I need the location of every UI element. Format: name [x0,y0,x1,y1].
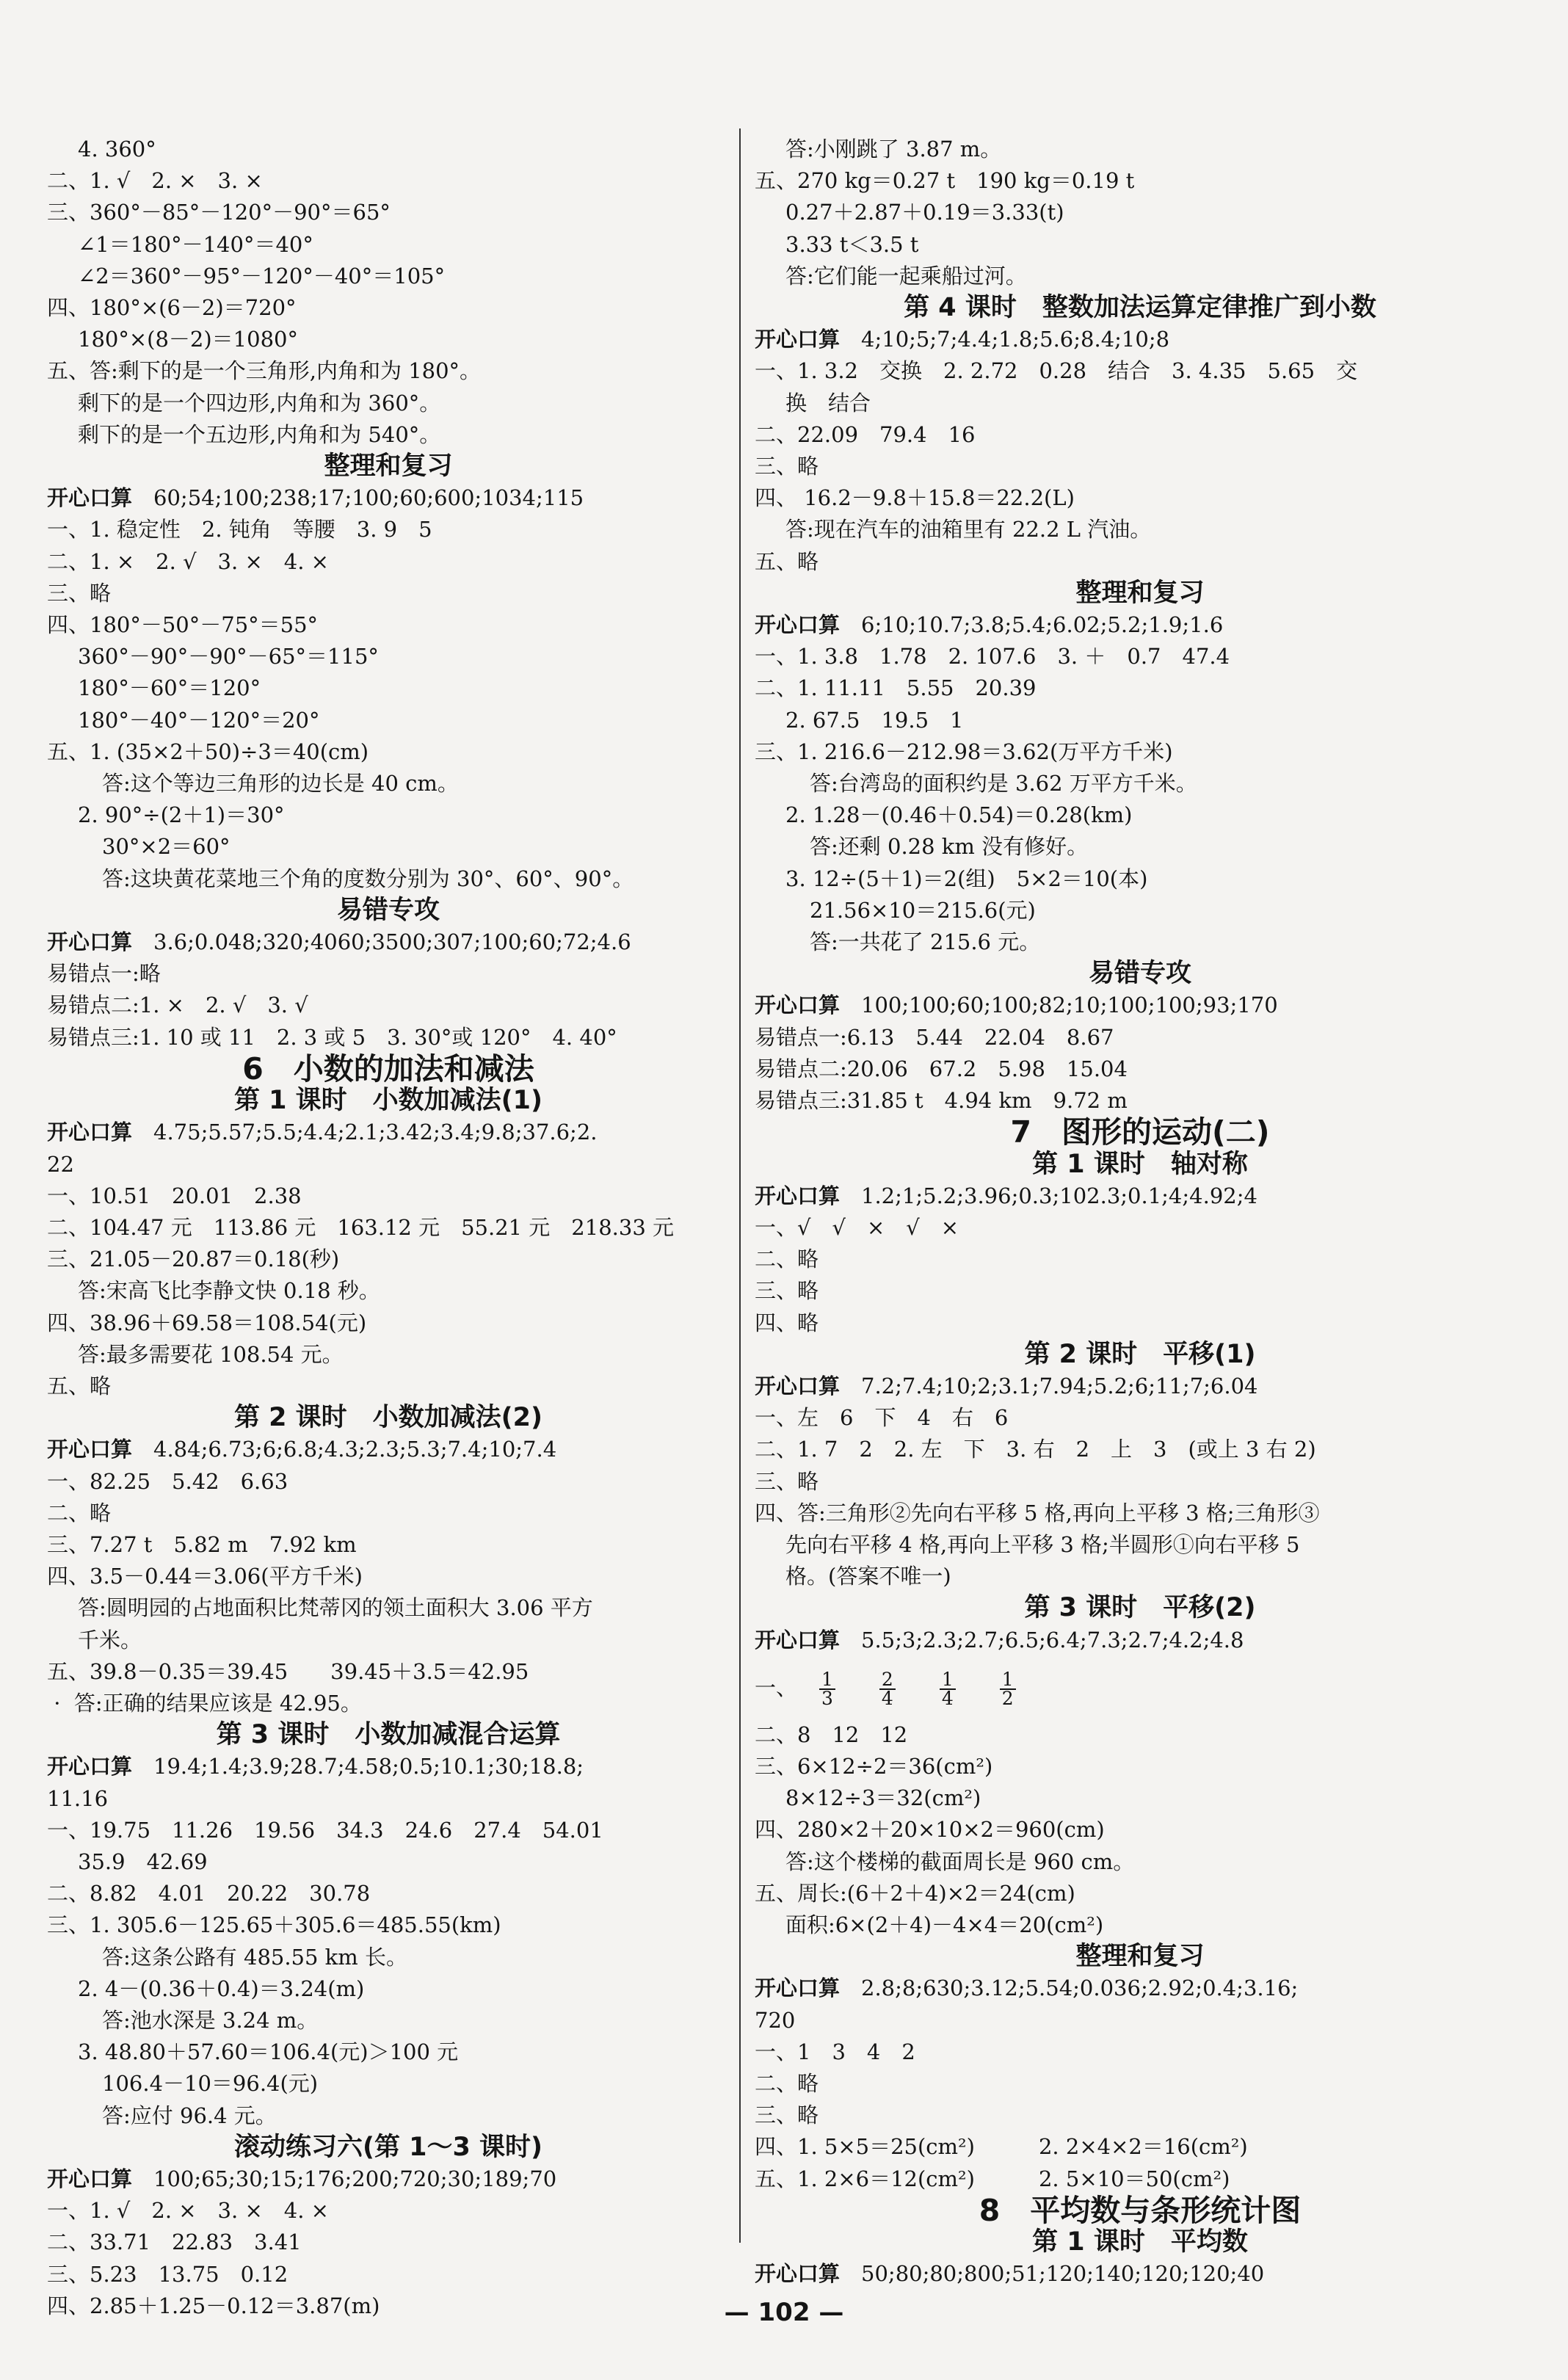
answer-line [47,1466,730,1498]
answer-text: 60;54;100;238;17;100;60;600;1034;115 [132,485,584,511]
fraction-denominator: 4 [881,1687,893,1709]
section-heading: 第 4 课时 整数加法运算定律推广到小数 [904,293,1376,323]
answer-line [47,1625,730,1656]
answer-text: 二、22.09 79.4 16 [755,421,976,447]
answer-text: 四、1. 5×5＝25(cm²) 2. 2×4×2＝16(cm²) [755,2134,1248,2160]
answer-text: 180°×(8－2)＝1080° [78,327,298,352]
chapter-heading: 6 小数的加法和减法 [242,1051,534,1086]
answer-text: 面积:6×(2＋4)－4×4＝20(cm²) [785,1912,1104,1937]
answer-line [47,324,730,355]
answer-text: 四、38.96＋69.58＝108.54(元) [47,1310,367,1335]
answer-text: 五、39.8－0.35＝39.45 39.45＋3.5＝42.95 [47,1658,529,1684]
answer-line [755,451,1525,482]
answer-text: 二、33.71 22.83 3.41 [47,2230,302,2255]
answer-line [755,1085,1525,1117]
page-number: — 102 — [724,2298,844,2327]
answer-line [755,324,1525,355]
mental-math-label: 开心口算 [755,1183,841,1208]
answer-text: 三、6×12÷2＝36(cm²) [755,1753,993,1779]
answer-line [755,672,1525,704]
answer-text: 1.2;1;5.2;3.96;0.3;102.3;0.1;4;4.92;4 [840,1183,1257,1208]
fraction-numerator: 1 [940,1671,956,1690]
answer-text: 答:这条公路有 485.55 km 长。 [102,1944,407,1970]
answer-line [47,1561,730,1592]
answer-text: 11.16 [47,1785,109,1811]
answer-line [47,2100,730,2132]
answer-line [47,1434,730,1465]
answer-text: 0.27＋2.87＋0.19＝3.33(t) [785,200,1064,225]
answer-text: 一、1. 3.8 1.78 2. 107.6 3. ＋ 0.7 47.4 [755,644,1230,670]
answer-line [47,229,730,261]
answer-text: 答:这块黄花菜地三个角的度数分别为 30°、60°、90°。 [102,866,634,891]
mental-math-label: 开心口算 [755,1627,841,1652]
answer-text: 易错点三:1. 10 或 11 2. 3 或 5 3. 30°或 120° 4. 40° [47,1024,617,1050]
mental-math-label: 开心口算 [47,485,133,511]
answer-text: 四、280×2＋20×10×2＝960(cm) [755,1817,1105,1843]
answer-line [47,958,730,990]
answer-line [47,1751,730,1782]
answer-line [47,609,730,641]
answer-line [755,641,1525,672]
answer-line [755,355,1525,387]
answer-text: 4.84;6.73;6;6.8;4.3;2.3;5.3;7.4;10;7.4 [132,1437,557,1462]
answer-text: 100;100;60;100;82;10;100;100;93;170 [840,993,1278,1018]
answer-line [755,1625,1525,1656]
answer-line [755,1307,1525,1339]
answer-line [47,261,730,292]
answer-text: 四、3.5－0.44＝3.06(平方千米) [47,1564,363,1589]
answer-text: 三、5.23 13.75 0.12 [47,2261,288,2287]
answer-text: 五、1. 2×6＝12(cm²) 2. 5×10＝50(cm²) [755,2166,1230,2191]
mental-math-label: 开心口算 [755,1976,841,2001]
answer-line [755,1275,1525,1307]
answer-line [755,1180,1525,1212]
answer-text: 3. 12÷(5＋1)＝2(组) 5×2＝10(本) [785,866,1148,891]
answer-line [47,2036,730,2068]
answer-text: 180°－60°＝120° [78,675,261,701]
answer-line [47,134,730,165]
answer-text: 四、 16.2－9.8＋15.8＝22.2(L) [755,485,1075,511]
answer-text: · 答:正确的结果应该是 42.95。 [47,1690,362,1716]
answer-text: 剩下的是一个四边形,内角和为 360°。 [78,390,441,416]
answer-text: 一、19.75 11.26 19.56 34.3 24.6 27.4 54.01 [47,1817,603,1843]
answer-text: 答:台湾岛的面积约是 3.62 万平方千米。 [810,771,1197,797]
answer-line [47,1022,730,1053]
answer-text: 答:现在汽车的油箱里有 22.2 L 汽油。 [785,517,1152,543]
answer-text: 4.75;5.57;5.5;4.4;2.1;3.42;3.4;9.8;37.6;2. [132,1120,598,1145]
mental-math-label: 开心口算 [755,993,841,1018]
fraction-numerator: 1 [1000,1671,1016,1690]
answer-line [47,419,730,451]
answer-line [47,1878,730,1909]
answer-text: 答:圆明园的占地面积比梵蒂冈的领土面积大 3.06 平方 [78,1595,593,1621]
answer-text: 180°－40°－120°＝20° [78,707,320,733]
section-heading: 第 3 课时 平移(2) [1024,1593,1256,1623]
fraction [819,1668,835,1709]
answer-text: 360°－90°－90°－65°＝115° [78,644,379,670]
answer-line [47,1180,730,1212]
answer-line [47,768,730,799]
answer-line [47,1149,730,1180]
mental-math-label: 开心口算 [755,2261,841,2287]
answer-line [47,546,730,578]
answer-line [755,895,1525,926]
chapter-heading: 7 图形的运动(二) [1010,1114,1270,1150]
answer-text: 五、略 [47,1373,112,1398]
answer-text: 2. 67.5 19.5 1 [785,707,964,733]
answer-line [755,768,1525,799]
answer-text: 4. 360° [78,137,156,162]
answer-line [755,1782,1525,1814]
section-heading: 第 1 课时 平均数 [1032,2227,1248,2257]
answer-line [755,990,1525,1021]
section-heading: 整理和复习 [1075,578,1205,608]
answer-line [755,609,1525,641]
answer-line [755,1751,1525,1782]
answer-text: 4;10;5;7;4.4;1.8;5.6;8.4;10;8 [840,327,1170,352]
answer-line [755,831,1525,863]
answer-text: 四、180°×(6－2)＝720° [47,295,297,321]
answer-text: 五、周长:(6＋2＋4)×2＝24(cm) [755,1880,1075,1906]
answer-text: 三、略 [755,2103,819,2128]
answer-line [755,1434,1525,1465]
answer-line [47,1275,730,1307]
section-heading: 第 1 课时 轴对称 [1032,1149,1248,1179]
answer-text: 二、1. 7 2 2. 左 下 3. 右 2 上 3 (或上 3 右 2) [755,1437,1316,1462]
answer-line [755,799,1525,831]
mental-math-label: 开心口算 [47,1120,133,1145]
section-heading: 第 3 课时 小数加减混合运算 [216,1720,561,1750]
answer-text: 答:池水深是 3.24 m。 [102,2007,319,2033]
fraction [879,1668,896,1709]
answer-line [47,799,730,831]
answer-line [755,926,1525,958]
answer-text: 二、1. √ 2. × 3. × [47,168,263,194]
answer-text: 答:它们能一起乘船过河。 [785,263,1027,289]
answer-text: 三、21.05－20.87＝0.18(秒) [47,1247,340,1272]
answer-line [47,482,730,514]
answer-text: 二、略 [47,1500,112,1525]
answer-line [47,831,730,863]
left-column [47,134,730,2322]
right-column [755,134,1525,2290]
answer-line [47,292,730,324]
fraction [1000,1668,1016,1709]
answer-line [47,578,730,609]
answer-line [755,197,1525,228]
answer-text: 2.8;8;630;3.12;5.54;0.036;2.92;0.4;3.16; [840,1976,1299,2001]
answer-line [47,736,730,768]
answer-text: 易错点二:1. × 2. √ 3. √ [47,993,308,1018]
answer-line [47,2005,730,2036]
answer-line [47,197,730,228]
answer-text: 三、1. 216.6－212.98＝3.62(万平方千米) [755,739,1173,764]
answer-text: 三、7.27 t 5.82 m 7.92 km [47,1531,357,1557]
answer-line [755,2100,1525,2131]
answer-text: 千米。 [78,1627,142,1652]
answer-line [47,388,730,419]
mental-math-label: 开心口算 [755,1373,841,1398]
answer-text: 二、8.82 4.01 20.22 30.78 [47,1881,371,1906]
answer-line [47,863,730,895]
answer-line [47,1942,730,1973]
column-divider [739,128,741,2243]
section-heading: 第 2 课时 小数加减法(2) [233,1403,543,1433]
answer-text: 四、答:三角形②先向右平移 5 格,再向上平移 3 格;三角形③ [755,1500,1320,1525]
answer-line [47,1371,730,1402]
answer-line [47,926,730,958]
answer-text: 5.5;3;2.3;2.7;6.5;6.4;7.3;2.7;4.2;4.8 [840,1627,1244,1652]
answer-line [755,2163,1525,2195]
answer-line [47,1244,730,1275]
answer-line [755,1814,1525,1846]
answer-line [755,482,1525,514]
answer-text: 22 [47,1151,74,1177]
answer-line [755,261,1525,292]
answer-text: 3. 48.80＋57.60＝106.4(元)＞100 元 [78,2039,459,2065]
answer-text: 答:一共花了 215.6 元。 [810,929,1041,955]
answer-line [47,2068,730,2100]
answer-text: 一、√ √ × √ × [755,1214,959,1240]
answer-text: 五、270 kg＝0.27 t 190 kg＝0.19 t [755,168,1135,194]
answer-line [755,2131,1525,2163]
answer-text: 2. 4－(0.36＋0.4)＝3.24(m) [78,1976,365,2001]
fraction-numerator: 1 [819,1671,835,1690]
answer-line [47,2227,730,2258]
answer-line [47,1307,730,1339]
answer-line [47,1688,730,1719]
answer-line [47,672,730,704]
answer-line [755,1244,1525,1275]
answer-text: 30°×2＝60° [102,834,231,860]
answer-line [755,1466,1525,1498]
answer-text: 答:还剩 0.28 km 没有修好。 [810,834,1089,860]
answer-line [47,990,730,1021]
answer-text: 7.2;7.4;10;2;3.1;7.94;5.2;6;11;7;6.04 [840,1373,1258,1398]
answer-text: 一、82.25 5.42 6.63 [47,1468,288,1494]
mental-math-label: 开心口算 [47,1437,133,1462]
answer-line [47,705,730,736]
answer-line [47,1815,730,1846]
answer-text: 8×12÷3＝32(cm²) [785,1785,981,1811]
answer-line [47,1656,730,1688]
answer-line [755,419,1525,451]
mental-math-label: 开心口算 [755,612,841,638]
answer-text: 720 [755,2007,796,2033]
answer-text: 四、2.85＋1.25－0.12＝3.87(m) [47,2293,380,2318]
answer-line [755,134,1525,165]
answer-line [47,1783,730,1815]
answer-text: 21.56×10＝215.6(元) [810,897,1036,923]
answer-line [755,1846,1525,1878]
answer-line [755,1719,1525,1751]
answer-line [47,1117,730,1148]
section-heading: 整理和复习 [324,451,453,482]
section-heading: 第 1 课时 小数加减法(1) [233,1086,543,1116]
section-heading: 滚动练习六(第 1～3 课时) [233,2132,543,2162]
answer-text: 易错点一:6.13 5.44 22.04 8.67 [755,1024,1114,1050]
answer-text: 一、左 6 下 4 右 6 [755,1405,1009,1431]
answer-text: 易错点二:20.06 67.2 5.98 15.04 [755,1056,1128,1081]
answer-text: 格。(答案不唯一) [785,1564,951,1589]
answer-text: 2. 1.28－(0.46＋0.54)＝0.28(km) [785,802,1133,828]
answer-text: 三、略 [47,580,112,606]
answer-line [755,1973,1525,2004]
answer-text: 答:小刚跳了 3.87 m。 [785,137,1002,162]
answer-line [47,641,730,672]
answer-line [755,1498,1525,1529]
answer-text: 二、104.47 元 113.86 元 163.12 元 55.21 元 218.33 元 [47,1214,674,1240]
answer-line [755,2068,1525,2100]
answer-text: ∠1＝180°－140°＝40° [78,231,313,257]
answer-text: 2. 90°÷(2＋1)＝30° [78,802,285,828]
answer-line [47,514,730,545]
answer-line [47,2195,730,2227]
answer-line [755,736,1525,768]
answer-prefix: 一、 [755,1675,798,1700]
chapter-heading: 8 平均数与条形统计图 [979,2192,1302,2228]
answer-text: 四、180°－50°－75°＝55° [47,612,319,638]
answer-text: 换 结合 [785,390,871,416]
answer-text: 五、略 [755,548,819,574]
fraction-denominator: 2 [1001,1687,1014,1709]
answer-text: 三、360°－85°－120°－90°＝65° [47,200,391,225]
answer-line [755,165,1525,197]
answer-text: 一、10.51 20.01 2.38 [47,1183,302,1208]
answer-line [47,2259,730,2290]
answer-line [755,1561,1525,1592]
answer-text: 3.6;0.048;320;4060;3500;307;100;60;72;4.6 [132,929,631,955]
answer-line [755,2005,1525,2036]
section-heading: 易错专攻 [1088,959,1191,989]
answer-text: 五、答:剩下的是一个三角形,内角和为 180°。 [47,358,482,384]
answer-text: 答:宋高飞比李静文快 0.18 秒。 [78,1278,380,1304]
answer-text: 三、略 [755,1468,819,1494]
answer-text: 五、1. (35×2＋50)÷3＝40(cm) [47,739,369,764]
answer-text: 6;10;10.7;3.8;5.4;6.02;5.2;1.9;1.6 [840,612,1224,638]
answer-text: 三、1. 305.6－125.65＋305.6＝485.55(km) [47,1912,501,1938]
answer-line [47,1592,730,1624]
answer-text: 二、1. 11.11 5.55 20.39 [755,675,1037,701]
answer-text: 答:这个等边三角形的边长是 40 cm。 [102,771,459,797]
answer-text: 一、1. 稳定性 2. 钝角 等腰 3. 9 5 [47,517,432,543]
answer-line [47,1339,730,1371]
answer-line [47,355,730,387]
answer-text: 三、略 [755,454,819,479]
answer-line [47,1973,730,2005]
answer-line [47,1846,730,1878]
mental-math-label: 开心口算 [755,327,841,352]
answer-line [755,863,1525,895]
answer-text: 50;80;80;800;51;120;140;120;120;40 [840,2261,1265,2287]
answer-line [47,1529,730,1561]
answer-text: 100;65;30;15;176;200;720;30;189;70 [132,2166,557,2191]
answer-line [755,2258,1525,2290]
answer-line [755,705,1525,736]
answer-line [47,165,730,197]
mental-math-label: 开心口算 [47,2166,133,2191]
fraction [940,1668,956,1709]
answer-line [755,229,1525,261]
answer-line [755,2036,1525,2068]
answer-line [755,1909,1525,1941]
answer-text: 易错点一:略 [47,961,161,987]
answer-line [755,1212,1525,1244]
answer-text: 106.4－10＝96.4(元) [102,2071,319,2097]
section-heading: 易错专攻 [336,895,440,925]
answer-text: 先向右平移 4 格,再向上平移 3 格;半圆形①向右平移 5 [785,1531,1300,1557]
answer-line [755,388,1525,419]
answer-text: ∠2＝360°－95°－120°－40°＝105° [78,263,446,289]
answer-text: 四、略 [755,1310,819,1335]
section-heading: 第 2 课时 平移(1) [1024,1339,1256,1369]
answer-line [47,1498,730,1529]
answer-text: 一、1 3 4 2 [755,2039,915,2064]
answer-line [755,1529,1525,1561]
answer-text: 一、1. √ 2. × 3. × 4. × [47,2198,329,2224]
answer-text: 二、8 12 12 [755,1721,908,1747]
answer-line-fractions [755,1656,1525,1719]
answer-text: 35.9 42.69 [78,1849,208,1874]
answer-text: 答:最多需要花 108.54 元。 [78,1341,344,1367]
answer-text: 三、略 [755,1278,819,1304]
answer-text: 3.33 t＜3.5 t [785,231,919,257]
answer-text: 答:这个楼梯的截面周长是 960 cm。 [785,1849,1135,1874]
fraction-denominator: 4 [941,1687,954,1709]
answer-line [755,1053,1525,1085]
answer-line [755,1022,1525,1053]
answer-text: 二、略 [755,2070,819,2096]
answer-text: 二、略 [755,1247,819,1272]
answer-line [755,514,1525,545]
mental-math-label: 开心口算 [47,1754,133,1779]
section-heading: 整理和复习 [1075,1942,1205,1972]
answer-line [755,1371,1525,1402]
mental-math-label: 开心口算 [47,929,133,955]
answer-line [47,1212,730,1244]
answer-text: 一、1. 3.2 交换 2. 2.72 0.28 结合 3. 4.35 5.65 交 [755,358,1358,384]
fraction-numerator: 2 [879,1671,896,1690]
answer-text: 答:应付 96.4 元。 [102,2103,277,2128]
answer-line [755,1878,1525,1909]
answer-text: 剩下的是一个五边形,内角和为 540°。 [78,421,441,447]
answer-text: 二、1. × 2. √ 3. × 4. × [47,548,329,574]
answer-text: 19.4;1.4;3.9;28.7;4.58;0.5;10.1;30;18.8; [132,1754,584,1779]
answer-text: 易错点三:31.85 t 4.94 km 9.72 m [755,1088,1128,1114]
answer-line [755,1402,1525,1434]
answer-line [47,2163,730,2195]
fraction-denominator: 3 [821,1687,833,1709]
answer-line [755,546,1525,578]
answer-line [47,1909,730,1941]
